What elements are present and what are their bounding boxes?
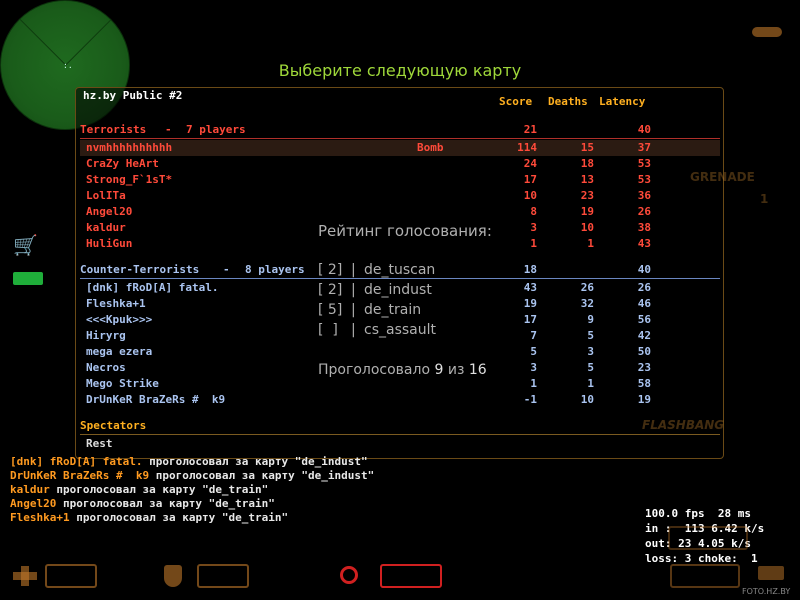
team-latency-terrorists: 40 bbox=[637, 123, 651, 136]
player-name: <<<Kpuk>>> bbox=[86, 313, 153, 326]
chat-text: проголосовал за карту "de_train" bbox=[49, 483, 269, 496]
money-digits bbox=[668, 526, 748, 550]
player-deaths: 13 bbox=[580, 173, 594, 186]
player-latency: 42 bbox=[637, 329, 651, 342]
chat-line bbox=[10, 455, 368, 469]
chat-text: проголосовал за карту "de_indust" bbox=[149, 469, 375, 482]
player-latency: 53 bbox=[637, 157, 651, 170]
player-score: 19 bbox=[523, 297, 537, 310]
player-latency: 58 bbox=[637, 377, 651, 390]
player-deaths: 3 bbox=[587, 345, 594, 358]
money-icon bbox=[13, 272, 43, 285]
player-deaths: 19 bbox=[580, 205, 594, 218]
deaths-header: Deaths bbox=[548, 95, 588, 108]
player-latency: 50 bbox=[637, 345, 651, 358]
chat-name: Angel20 bbox=[10, 497, 57, 510]
vote-rating-title: Рейтинг голосования: bbox=[318, 222, 492, 240]
chat-text: проголосовал за карту "de_train" bbox=[69, 511, 289, 524]
vote-map-name: de_train bbox=[364, 302, 422, 318]
player-name: Mego Strike bbox=[86, 377, 159, 390]
ghost-flashbang-label: FLASHBANG bbox=[642, 418, 725, 432]
player-name: DrUnKeR BraZeRs # k9 bbox=[86, 393, 226, 406]
vote-tally-of: из bbox=[447, 362, 465, 378]
player-name: CraZy HeArt bbox=[86, 157, 159, 170]
player-deaths: 26 bbox=[580, 281, 594, 294]
spectator-name: Rest bbox=[86, 437, 113, 450]
player-latency: 46 bbox=[637, 297, 651, 310]
latency-header: Latency bbox=[599, 95, 646, 108]
player-deaths: 5 bbox=[587, 329, 594, 342]
chat-line bbox=[10, 497, 275, 511]
net-graph-loss: loss: 3 choke: 1 bbox=[645, 552, 758, 565]
player-latency: 43 bbox=[637, 237, 651, 250]
health-digits bbox=[45, 564, 97, 588]
player-score: 17 bbox=[523, 313, 537, 326]
server-name: hz.by Public #2 bbox=[83, 89, 183, 102]
player-score: 43 bbox=[523, 281, 537, 294]
player-deaths: 1 bbox=[587, 237, 594, 250]
vote-tally bbox=[318, 362, 487, 378]
team-dash-ct: - bbox=[223, 263, 230, 276]
vote-map-name: de_tuscan bbox=[364, 262, 436, 278]
chat-name: [dnk] fRoD[A] fatal. bbox=[10, 455, 143, 468]
ammo-counter bbox=[670, 564, 740, 588]
player-latency: 19 bbox=[637, 393, 651, 406]
player-latency: 37 bbox=[637, 141, 651, 154]
timer-digits bbox=[380, 564, 442, 588]
player-deaths: 15 bbox=[580, 141, 594, 154]
radar-player-dot: :. bbox=[63, 61, 73, 70]
chat-name: Fleshka+1 bbox=[10, 511, 70, 524]
player-latency: 26 bbox=[637, 281, 651, 294]
health-cross-icon bbox=[13, 566, 37, 586]
player-deaths: 18 bbox=[580, 157, 594, 170]
chat-text: проголосовал за карту "de_train" bbox=[56, 497, 275, 510]
vote-tally-prefix: Проголосовало bbox=[318, 362, 431, 378]
spectators-label: Spectators bbox=[80, 419, 147, 432]
player-deaths: 32 bbox=[580, 297, 594, 310]
player-name: Hiryrg bbox=[86, 329, 126, 342]
team-score-ct: 18 bbox=[523, 263, 537, 276]
vote-total: 16 bbox=[468, 362, 487, 378]
ghost-ammo-count: 1 bbox=[760, 192, 769, 206]
player-score: -1 bbox=[523, 393, 537, 406]
player-name: nvmhhhhhhhhhh bbox=[86, 141, 173, 154]
vote-voted: 9 bbox=[434, 362, 444, 378]
player-latency: 53 bbox=[637, 173, 651, 186]
team-count-ct: 8 players bbox=[245, 263, 305, 276]
chat-line bbox=[10, 483, 268, 497]
chat-name: DrUnKeR BraZeRs # k9 bbox=[10, 469, 150, 482]
team-latency-ct: 40 bbox=[637, 263, 651, 276]
shopping-cart-icon: 🛒 bbox=[13, 233, 38, 257]
team-dash-terrorists: - bbox=[165, 123, 172, 136]
player-name: Angel20 bbox=[86, 205, 133, 218]
player-score: 3 bbox=[530, 221, 537, 234]
vote-count: [ 5] bbox=[318, 302, 343, 318]
player-deaths: 5 bbox=[587, 361, 594, 374]
vote-count: [ 2] bbox=[318, 282, 343, 298]
player-score: 10 bbox=[523, 189, 537, 202]
chat-name: kaldur bbox=[10, 483, 50, 496]
player-score: 114 bbox=[517, 141, 537, 154]
bomb-icon bbox=[758, 566, 784, 580]
net-graph-out: out: 23 4.05 k/s bbox=[645, 537, 751, 550]
player-latency: 26 bbox=[637, 205, 651, 218]
ghost-grenade-label: GRENADE bbox=[690, 170, 755, 184]
player-score: 24 bbox=[523, 157, 537, 170]
vote-map-name: cs_assault bbox=[364, 322, 436, 338]
player-name: LolITa bbox=[86, 189, 126, 202]
player-name: Necros bbox=[86, 361, 126, 374]
team-count-terrorists: 7 players bbox=[186, 123, 246, 136]
player-score: 17 bbox=[523, 173, 537, 186]
player-score: 1 bbox=[530, 377, 537, 390]
vote-count: [ 2] bbox=[318, 262, 343, 278]
net-graph-fps: 100.0 fps 28 ms bbox=[645, 507, 751, 520]
vote-title: Выберите следующую карту bbox=[278, 61, 522, 80]
player-name: Fleshka+1 bbox=[86, 297, 146, 310]
player-name: mega ezera bbox=[86, 345, 153, 358]
player-latency: 56 bbox=[637, 313, 651, 326]
player-score: 3 bbox=[530, 361, 537, 374]
vote-sep: | bbox=[351, 302, 356, 318]
player-latency: 36 bbox=[637, 189, 651, 202]
player-latency: 38 bbox=[637, 221, 651, 234]
team-score-terrorists: 21 bbox=[523, 123, 537, 136]
watermark: FOTO.HZ.BY bbox=[742, 587, 791, 596]
armor-digits bbox=[197, 564, 249, 588]
team-label-ct: Counter-Terrorists bbox=[80, 263, 200, 276]
vote-map-name: de_indust bbox=[364, 282, 432, 298]
net-graph-in: in : 113 6.42 k/s bbox=[645, 522, 765, 535]
player-score: 8 bbox=[530, 205, 537, 218]
player-name: HuliGun bbox=[86, 237, 133, 250]
player-name: Strong_F`1sT* bbox=[86, 173, 173, 186]
player-name: kaldur bbox=[86, 221, 126, 234]
player-score: 5 bbox=[530, 345, 537, 358]
ammo-icon bbox=[752, 27, 782, 37]
chat-line bbox=[10, 469, 374, 483]
chat-text: проголосовал за карту "de_indust" bbox=[142, 455, 368, 468]
player-deaths: 1 bbox=[587, 377, 594, 390]
vote-sep: | bbox=[351, 282, 356, 298]
vote-sep: | bbox=[351, 262, 356, 278]
team-label-terrorists: Terrorists bbox=[80, 123, 147, 136]
player-deaths: 9 bbox=[587, 313, 594, 326]
player-deaths: 10 bbox=[580, 221, 594, 234]
player-score: 1 bbox=[530, 237, 537, 250]
score-header: Score bbox=[499, 95, 533, 108]
player-latency: 23 bbox=[637, 361, 651, 374]
vote-count: [ ] bbox=[318, 322, 338, 338]
player-name: [dnk] fRoD[A] fatal. bbox=[86, 281, 219, 294]
player-status: Bomb bbox=[417, 141, 444, 154]
timer-icon bbox=[340, 566, 358, 584]
player-score: 7 bbox=[530, 329, 537, 342]
chat-line bbox=[10, 511, 288, 525]
vote-sep: | bbox=[351, 322, 356, 338]
armor-shield-icon bbox=[164, 565, 182, 587]
player-deaths: 23 bbox=[580, 189, 594, 202]
player-deaths: 10 bbox=[580, 393, 594, 406]
